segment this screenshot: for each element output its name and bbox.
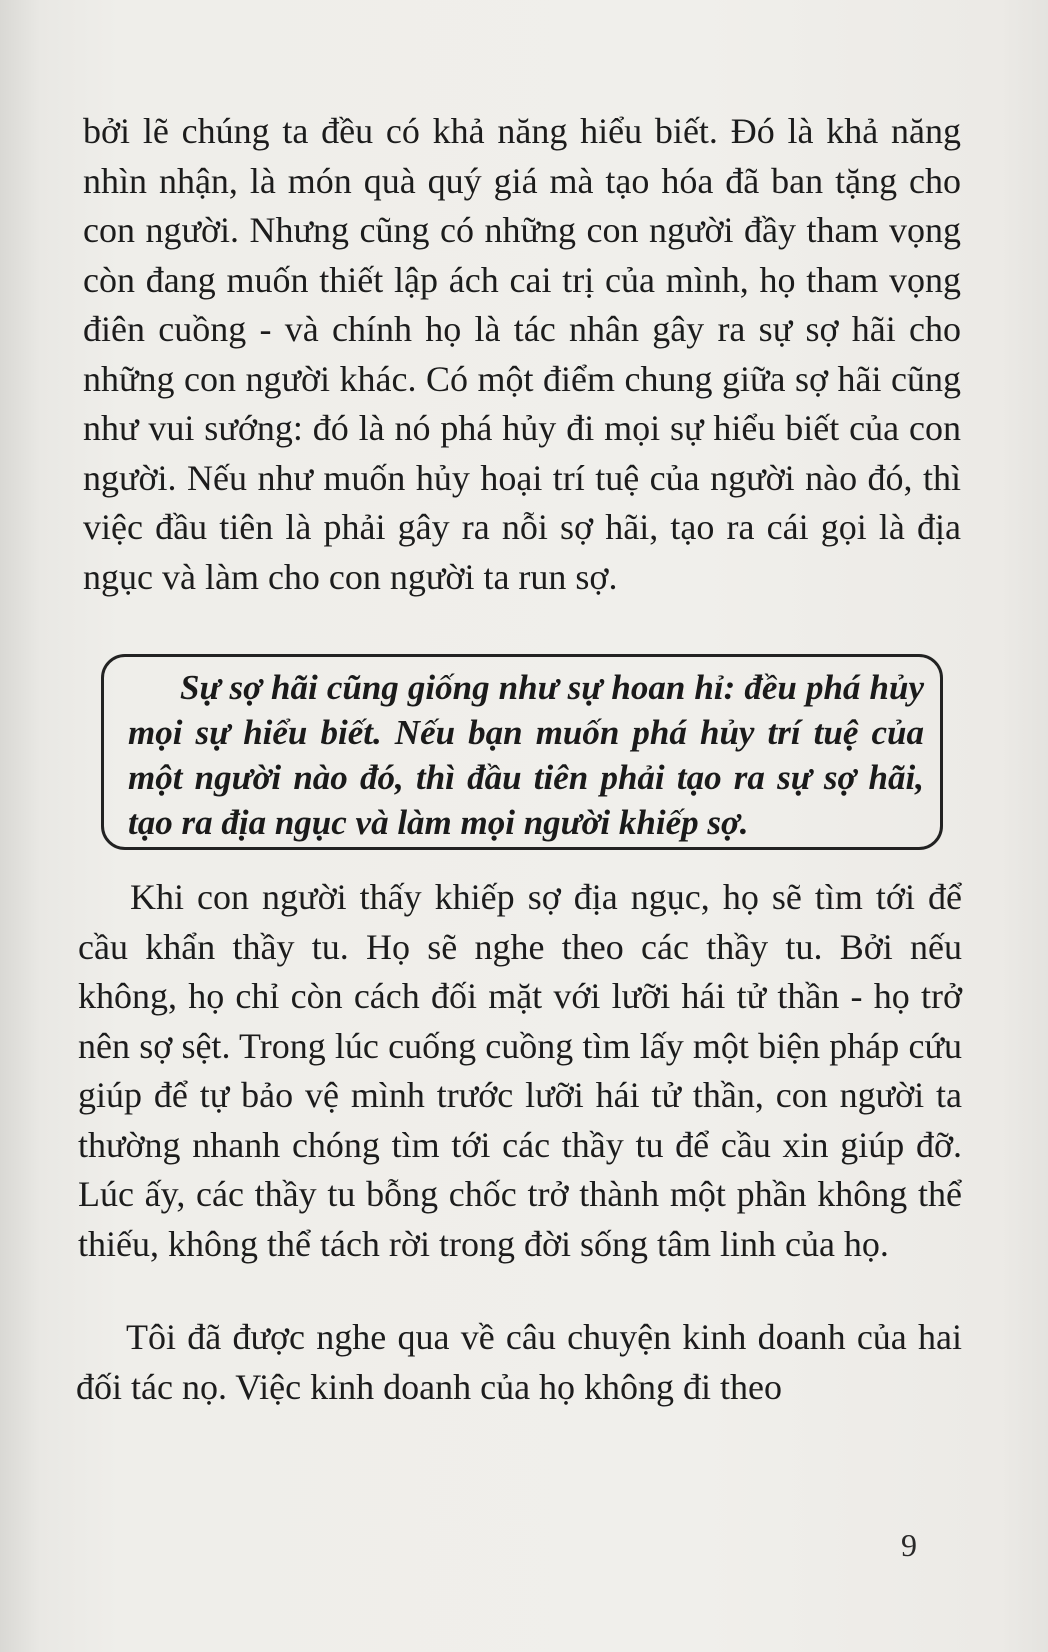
page-number: 9 (901, 1527, 917, 1563)
quote-text: Sự sợ hãi cũng giống như sự hoan hỉ: đều phá hủy mọi sự hiểu biết. Nếu bạn muốn phá hủy trí tuệ của một người nào đó, thì đầu tiên phải tạo ra sự sợ hãi, tạo ra địa ngục và làm mọi người khiếp sợ. (128, 668, 924, 842)
paragraph-2: Khi con người thấy khiếp sợ địa ngục, họ sẽ tìm tới để cầu khẩn thầy tu. Họ sẽ nghe theo các thầy tu. Bởi nếu không, họ chỉ còn cách đối mặt với lưỡi hái tử thần - họ trở nên sợ sệt. Trong lúc cuống cuồng tìm lấy một biện pháp cứu giúp để tự bảo vệ mình trước lưỡi hái tử thần, con người ta thường nhanh chóng tìm tới các thầy tu để cầu xin giúp đỡ. Lúc ấy, các thầy tu bỗng chốc trở thành một phần không thể thiếu, không thể tách rời trong đời sống tâm linh của họ. (78, 877, 962, 1264)
paragraph-1: bởi lẽ chúng ta đều có khả năng hiểu biết. Đó là khả năng nhìn nhận, là món quà quý giá mà tạo hóa đã ban tặng cho con người. Nhưng cũng có những con người đầy tham vọng còn đang muốn thiết lập ách cai trị của mình, họ tham vọng điên cuồng - và chính họ là tác nhân gây ra sự sợ hãi cho những con người khác. Có một điểm chung giữa sợ hãi cũng như vui sướng: đó là nó phá hủy đi mọi sự hiểu biết của con người. Nếu như muốn hủy hoại trí tuệ của người nào đó, thì việc đầu tiên là phải gây ra nỗi sợ hãi, tạo ra cái gọi là địa ngục và làm cho con người ta run sợ. (83, 111, 961, 597)
quote-box (101, 654, 943, 850)
paragraph-3: Tôi đã được nghe qua về câu chuyện kinh doanh của hai đối tác nọ. Việc kinh doanh của họ không đi theo (76, 1317, 962, 1407)
